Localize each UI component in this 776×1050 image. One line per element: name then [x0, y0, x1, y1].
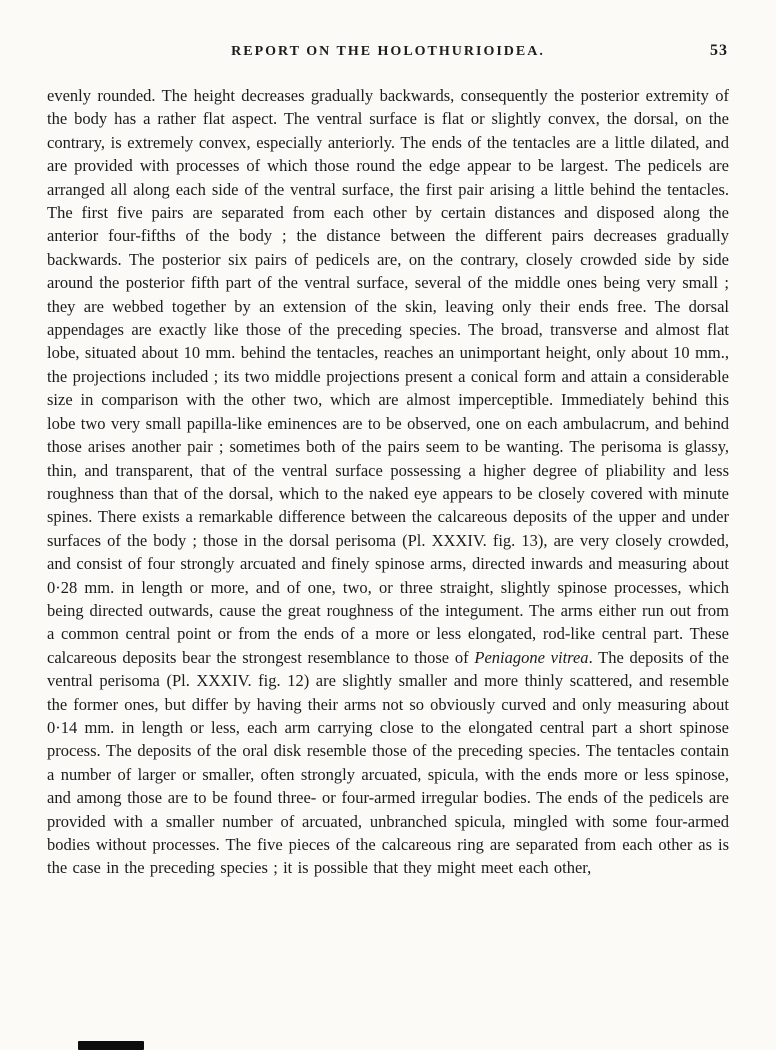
body-text-segment: evenly rounded. The height decreases gradually backwards, consequently the posterior extremity of the body has a rather flat aspect. The ventral surface is flat or slightly convex, the dorsal, on the contrary, is extremely convex, especially anteriorly. The ends of the tentacles are a little dilated, and are provided with processes of which those round the edge appear to be largest. The pedicels are arranged all along each side of the ventral surface, the first pair arising a little behind the tentacles. The first five pairs are separated from each other by certain distances and disposed along the anterior four-fifths of the body ; the distance between the different pairs decreases gradually backwards. The posterior six pairs of pedicels are, on the contrary, closely crowded side by side around the posterior fifth part of the ventral surface, several of the middle ones being very small ; they are webbed together by an extension of the skin, leaving only their ends free. The dorsal appendages are exactly like those of the preceding species. The broad, transverse and almost flat lobe, situated about 10 mm. behind the tentacles, reaches an unimportant height, only about 10 mm., the projections included ; its two middle projections present a conical form and attain a considerable size in comparison with the other two, which are almost imperceptible. Immediately behind this lobe two very small papilla-like eminences are to be observed, one on each ambulacrum, and behind those arises another pair ; sometimes both of the pairs seem to be wanting. The perisoma is glassy, thin, and transparent, that of the ventral surface possessing a higher degree of pliability and less roughness than that of the dorsal, which to the naked eye appears to be closely covered with minute spines. There exists a remarkable difference between the calcareous deposits of the upper and under surfaces of the body ; those in the dorsal perisoma (Pl. XXXIV. fig. 13), are very closely crowded, and consist of four strongly arcuated and finely spinose arms, directed inwards and measuring about 0·28 mm. in length or more, and of one, two, or three straight, slightly spinose processes, which being directed outwards, cause the great roughness of the integument. The arms either run out from a common central point or from the ends of a more or less elongated, rod-like central part. These calcareous deposits bear the strongest resemblance to those of: [47, 86, 729, 667]
body-paragraph: [47, 84, 729, 880]
page-header: [48, 44, 728, 66]
scan-artifact: [78, 1041, 144, 1050]
running-title: REPORT ON THE HOLOTHURIOIDEA.: [231, 44, 545, 59]
species-name-italic: Peniagone vitrea: [474, 647, 589, 667]
body-text-segment: . The deposits of the ventral perisoma (Pl. XXXIV. fig. 12) are slightly smaller and more thinly scattered, and resemble the former ones, but differ by having their arms not so obviously curved and only measuring about 0·14 mm. in length or less, each arm carrying close to the elongated central part a short spinose process. The deposits of the oral disk resemble those of the preceding species. The tentacles contain a number of larger or smaller, often strongly arcuated, spicula, with the ends more or less spinose, and among those are to be found three- or four-armed irregular bodies. The ends of the pedicels are provided with a smaller number of arcuated, unbranched spicula, mingled with some four-armed bodies without processes. The five pieces of the calcareous ring are separated from each other as is the case in the preceding species ; it is possible that they might meet each other,: [47, 647, 729, 878]
page-number: 53: [710, 42, 728, 59]
